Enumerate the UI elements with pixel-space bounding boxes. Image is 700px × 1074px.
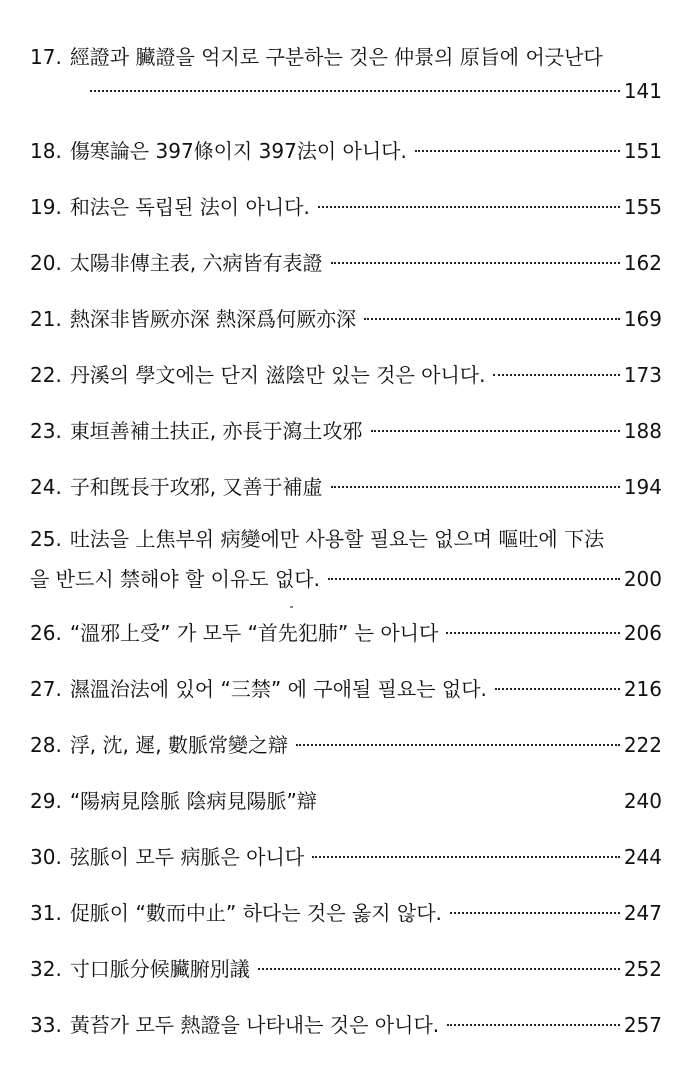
dot-leader bbox=[371, 430, 620, 432]
entry-page: 200 bbox=[623, 567, 662, 591]
entry-number: 29. bbox=[30, 789, 62, 813]
toc-entry-24 bbox=[30, 470, 662, 504]
toc-entry-29 bbox=[30, 784, 662, 818]
toc-entry-21 bbox=[30, 302, 662, 336]
entry-number: 32. bbox=[30, 957, 62, 981]
toc-entry-33 bbox=[30, 1008, 662, 1042]
toc-entry-31 bbox=[30, 896, 662, 930]
entry-number: 24. bbox=[30, 475, 62, 499]
entry-title: 東垣善補土扶正, 亦長于瀉土攻邪 bbox=[69, 419, 363, 443]
entry-number: 21. bbox=[30, 307, 62, 331]
dot-leader bbox=[258, 968, 620, 970]
toc-entry-26 bbox=[30, 616, 662, 650]
entry-title: 傷寒論은 397條이지 397法이 아니다. bbox=[69, 139, 407, 163]
entry-page: 151 bbox=[623, 139, 662, 163]
entry-number: 31. bbox=[30, 901, 62, 925]
entry-number: 26. bbox=[30, 621, 62, 645]
toc-entry-19 bbox=[30, 190, 662, 224]
dot-leader bbox=[331, 262, 620, 264]
toc-entry-28 bbox=[30, 728, 662, 762]
entry-title: 吐法을 上焦부위 病變에만 사용할 필요는 없으며 嘔吐에 下法 bbox=[69, 527, 605, 551]
dot-leader bbox=[325, 800, 620, 802]
toc-entry-30 bbox=[30, 840, 662, 874]
dot-leader bbox=[415, 150, 620, 152]
dot-leader bbox=[447, 1024, 620, 1026]
entry-number: 25. bbox=[30, 527, 62, 551]
entry-number: 28. bbox=[30, 733, 62, 757]
entry-title: 子和旣長于攻邪, 又善于補虛 bbox=[69, 475, 323, 499]
toc-entry-32 bbox=[30, 952, 662, 986]
entry-number: 22. bbox=[30, 363, 62, 387]
toc-entry-18 bbox=[30, 134, 662, 168]
dot-leader bbox=[328, 578, 620, 580]
dot-leader bbox=[312, 856, 620, 858]
entry-page: 188 bbox=[623, 419, 662, 443]
dot-leader bbox=[331, 486, 620, 488]
entry-number: 30. bbox=[30, 845, 62, 869]
dot-leader bbox=[364, 318, 620, 320]
entry-page: 244 bbox=[623, 845, 662, 869]
entry-number: 20. bbox=[30, 251, 62, 275]
entry-title-continued: 을 반드시 禁해야 할 이유도 없다. bbox=[30, 567, 320, 591]
entry-page: 257 bbox=[623, 1013, 662, 1037]
toc-entry-27 bbox=[30, 672, 662, 706]
dot-leader bbox=[493, 374, 619, 376]
entry-page: 206 bbox=[623, 621, 662, 645]
entry-page: 194 bbox=[623, 475, 662, 499]
dot-leader bbox=[296, 744, 620, 746]
entry-page: 252 bbox=[623, 957, 662, 981]
scan-speck bbox=[290, 606, 293, 608]
dot-leader bbox=[318, 206, 620, 208]
entry-page: 216 bbox=[623, 677, 662, 701]
entry-page: 173 bbox=[623, 363, 662, 387]
entry-title: “陽病見陰脈 陰病見陽脈”辯 bbox=[69, 789, 317, 813]
table-of-contents bbox=[30, 40, 662, 1042]
entry-title: 太陽非傳主表, 六病皆有表證 bbox=[69, 251, 323, 275]
toc-entry-17 bbox=[30, 40, 662, 120]
entry-title: 經證과 臟證을 억지로 구분하는 것은 仲景의 原旨에 어긋난다 bbox=[69, 45, 603, 69]
toc-entry-20 bbox=[30, 246, 662, 280]
entry-page: 247 bbox=[623, 901, 662, 925]
entry-number: 19. bbox=[30, 195, 62, 219]
entry-title: 丹溪의 學文에는 단지 滋陰만 있는 것은 아니다. bbox=[69, 363, 486, 387]
toc-entry-22 bbox=[30, 358, 662, 392]
entry-page: 169 bbox=[623, 307, 662, 331]
entry-title: 熱深非皆厥亦深 熱深爲何厥亦深 bbox=[69, 307, 357, 331]
entry-title: 寸口脈分候臟腑別議 bbox=[69, 957, 250, 981]
dot-leader bbox=[450, 912, 620, 914]
entry-number: 17. bbox=[30, 45, 62, 69]
toc-entry-25 bbox=[30, 522, 662, 596]
entry-number: 33. bbox=[30, 1013, 62, 1037]
entry-title: 浮, 沈, 遲, 數脈常變之辯 bbox=[69, 733, 288, 757]
entry-title: 促脈이 “數而中止” 하다는 것은 옳지 않다. bbox=[69, 901, 442, 925]
entry-number: 18. bbox=[30, 139, 62, 163]
entry-page: 222 bbox=[623, 733, 662, 757]
dot-leader bbox=[90, 90, 620, 92]
entry-page: 162 bbox=[623, 251, 662, 275]
dot-leader bbox=[495, 688, 620, 690]
entry-page: 141 bbox=[623, 79, 662, 103]
entry-number: 27. bbox=[30, 677, 62, 701]
entry-page: 240 bbox=[623, 789, 662, 813]
dot-leader bbox=[446, 632, 620, 634]
toc-entry-23 bbox=[30, 414, 662, 448]
entry-title: 濕溫治法에 있어 “三禁” 에 구애될 필요는 없다. bbox=[69, 677, 487, 701]
entry-page: 155 bbox=[623, 195, 662, 219]
entry-number: 23. bbox=[30, 419, 62, 443]
entry-title: 黃苔가 모두 熱證을 나타내는 것은 아니다. bbox=[69, 1013, 440, 1037]
entry-title: “溫邪上受” 가 모두 “首先犯肺” 는 아니다 bbox=[69, 621, 439, 645]
entry-title: 弦脈이 모두 病脈은 아니다 bbox=[69, 845, 305, 869]
entry-title: 和法은 독립된 法이 아니다. bbox=[69, 195, 310, 219]
